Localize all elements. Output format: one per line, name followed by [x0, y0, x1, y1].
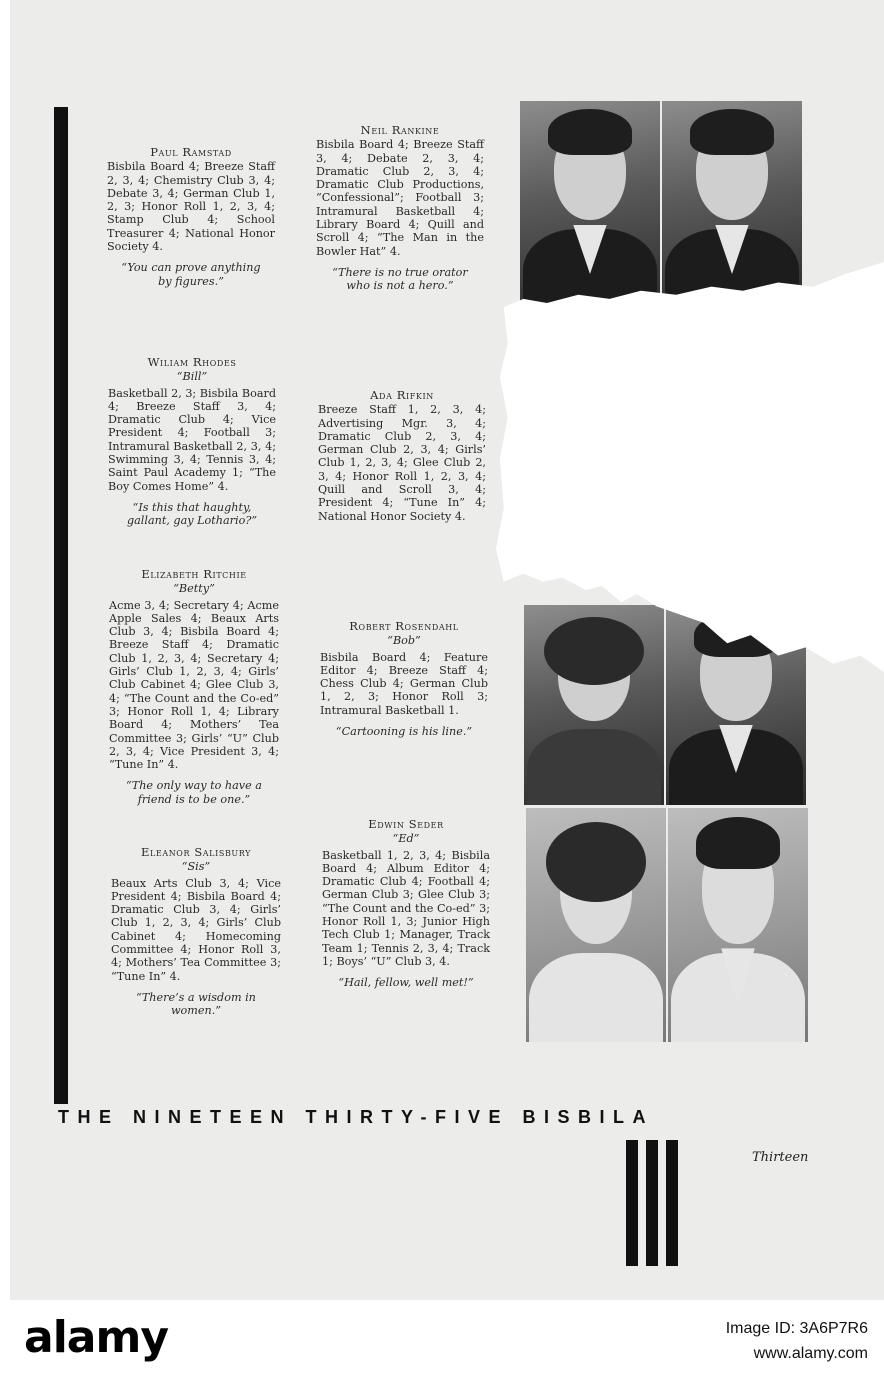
student-quote: “The only way to have a friend is to be one.”: [126, 779, 262, 806]
image-id: Image ID: 3A6P7R6: [725, 1320, 868, 1337]
student-activities: Bisbila Board 4; Feature Editor 4; Breeze Staff 4; Chess Club 4; German Club 1, 2, 3; Honor Roll 3; Intramural Basketball 1.: [320, 650, 488, 717]
student-activities: Acme 3, 4; Secretary 4; Acme Apple Sales 4; Beaux Arts Club 3, 4; Bisbila Board 4; Breeze Staff 4; Dramatic Club 1, 2, 3, 4; Secretary 4; Girls’ Club 1, 2, 3, 4; Girls’ Club Cabinet 4; Glee Club 3, 4; “The Count and the Co-ed” 3; Honor Roll 1, 4; Library Board 4; Mothers’ Tea Committee 3; Girls’ “U” Club 2, 3, 4; Vice President 3, 4; “Tune In” 4.: [109, 598, 279, 772]
student-activities: Bisbila Board 4; Breeze Staff 2, 3, 4; Chemistry Club 3, 4; Debate 3, 4; German Club 1, 2, 3; Honor Roll 1, 2, 3, 4; Stamp Club 4; School Treasurer 4; National Honor Society 4.: [107, 160, 275, 254]
student-entry-rhodes: [108, 356, 276, 528]
decorative-bar-3: [666, 1140, 678, 1266]
student-entry-ritchie: [109, 568, 279, 806]
student-activities: Breeze Staff 1, 2, 3, 4; Advertising Mgr. 3, 4; Dramatic Club 2, 3, 4; German Club 2, 3, 4; Girls’ Club 1, 2, 3, 4; Glee Club 2, 3, 4; Honor Roll 1, 2, 3, 4; Quill and Scroll 3, 4; President 4; “Tune In” 4; National Honor Society 4.: [318, 403, 486, 523]
student-name: Edwin Seder: [368, 817, 444, 831]
student-quote: “There is no true orator who is not a hero.”: [332, 265, 468, 293]
yearbook-title-footer: THE NINETEEN THIRTY-FIVE BISBILA: [58, 1107, 655, 1127]
student-entry-rankine: [316, 124, 484, 293]
student-entry-rifkin: [318, 389, 486, 523]
student-nickname: “Ed”: [392, 832, 420, 846]
student-name: Paul Ramstad: [150, 145, 232, 159]
student-name: Wiliam Rhodes: [147, 355, 237, 369]
site-url: www.alamy.com: [753, 1345, 868, 1362]
portrait-photo-ritchie: [524, 605, 664, 805]
alamy-image-info: [726, 1316, 868, 1366]
student-activities: Basketball 2, 3; Bisbila Board 4; Breeze Staff 3, 4; Dramatic Club 4; Vice President 4; Football 3; Intramural Basketball 2, 3, 4; Swimming 3, 4; Tennis 3, 4; Saint Paul Academy 1; “The Boy Comes Home” 4.: [108, 386, 276, 493]
student-entry-seder: [322, 818, 490, 990]
student-quote: “There’s a wisdom in women.”: [136, 990, 256, 1018]
student-activities: Bisbila Board 4; Breeze Staff 3, 4; Debate 2, 3, 4; Dramatic Club 2, 3, 4; Dramatic Club Productions, “Confessional”; Football 3; Intramural Basketball 4; Library Board 4; Quill and Scroll 4; “The Man in the Bowler Hat” 4.: [316, 138, 484, 258]
portrait-photo-ramstad: [520, 101, 660, 307]
student-name: Robert Rosendahl: [349, 619, 459, 633]
student-activities: Basketball 1, 2, 3, 4; Bisbila Board 4; Album Editor 4; Dramatic Club 4; Football 4; German Club 3; Glee Club 3; “The Count and the Co-ed” 3; Honor Roll 1, 3; Junior High Tech Club 1; Manager, Track Team 1; Tennis 2, 3, 4; Track 1; Boys’ “U” Club 3, 4.: [322, 848, 490, 968]
student-quote: “You can prove anything by figures.”: [121, 261, 261, 288]
student-nickname: “Betty”: [173, 582, 215, 596]
decorative-bar-2: [646, 1140, 658, 1266]
page-number: Thirteen: [752, 1150, 809, 1165]
student-name: Eleanor Salisbury: [140, 845, 252, 859]
decorative-bar-1: [626, 1140, 638, 1266]
student-nickname: “Bob”: [387, 634, 421, 648]
student-name: Elizabeth Ritchie: [141, 567, 247, 581]
student-activities: Beaux Arts Club 3, 4; Vice President 4; Bisbila Board 4; Dramatic Club 3, 4; Girls’ Club 1, 2, 3, 4; Girls’ Club Cabinet 4; Homecoming Committee 4; Honor Roll 3, 4; Mothers’ Tea Committee 3; “Tune In” 4.: [111, 876, 281, 983]
student-entry-salisbury: [111, 846, 281, 1018]
student-name: Ada Rifkin: [370, 388, 434, 402]
alamy-logo: alamy: [24, 1312, 168, 1363]
portrait-photo-rankine: [662, 101, 802, 307]
student-quote: “Hail, fellow, well met!”: [338, 976, 474, 990]
student-nickname: “Bill”: [176, 370, 208, 384]
portrait-photo-salisbury: [526, 808, 666, 1042]
student-nickname: “Sis”: [181, 860, 211, 874]
student-quote: “Cartooning is his line.”: [335, 725, 473, 739]
student-name: Neil Rankine: [360, 123, 440, 137]
student-entry-rosendahl: [320, 620, 488, 738]
student-entry-ramstad: [107, 146, 275, 288]
student-quote: “Is this that haughty, gallant, gay Lothario?”: [126, 500, 258, 528]
left-decorative-bar: [54, 107, 68, 1104]
portrait-photo-seder: [668, 808, 808, 1042]
